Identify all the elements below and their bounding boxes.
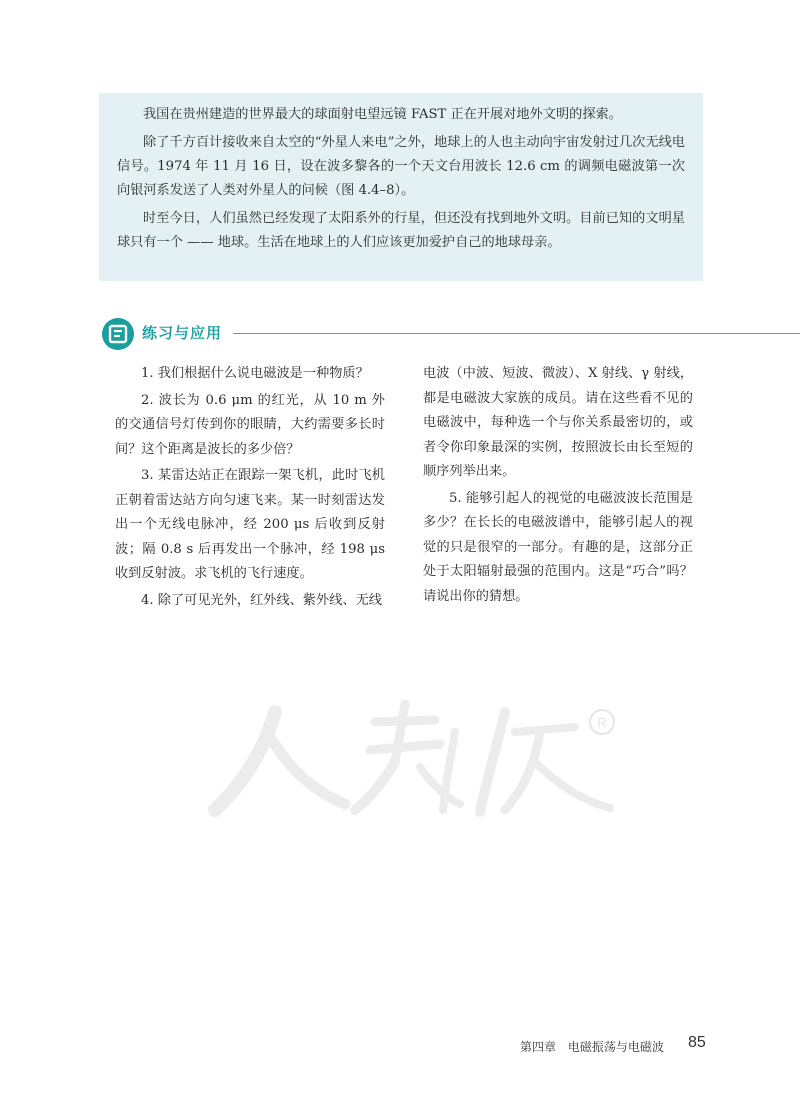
exercise-4: 4. 除了可见光外，红外线、紫外线、无线	[141, 592, 382, 608]
reading-paragraph-2: 除了千方百计接收来自太空的“外星人来电”之外，地球上的人也主动向宇宙发射过几次无线电信号。1974 年 11 月 16 日，设在波多黎各的一个天文台用波长 12.6 cm 的调频电磁波第一次向银河系发送了人类对外星人的问候（图 4.4–8）。	[117, 135, 685, 198]
exercise-column-left	[115, 362, 385, 615]
exercise-3: 3. 某雷达站正在跟踪一架飞机，此时飞机正朝着雷达站方向匀速飞来。某一时刻雷达发出一个无线电脉冲，经 200 μs 后收到反射波；隔 0.8 s 后再发出一个脉冲，经 198 μs 收到反射波。求飞机的飞行速度。	[115, 468, 385, 581]
section-header	[101, 316, 800, 352]
chapter-title: 电磁振荡与电磁波	[567, 1040, 664, 1054]
exercise-4-continued: 电波（中波、短波、微波）、X 射线、γ 射线，都是电磁波大家族的成员。请在这些看不见的电磁波中，每种选一个与你关系最密切的，或者令你印象最深的实例，按照波长由长至短的顺序列举出来。	[423, 366, 693, 479]
exercise-badge-icon	[101, 317, 135, 351]
section-divider	[233, 333, 800, 334]
publisher-watermark-logo	[205, 692, 625, 822]
section-title: 练习与应用	[142, 324, 223, 342]
reading-paragraph-1: 我国在贵州建造的世界最大的球面射电望远镜 FAST 正在开展对地外文明的探索。	[143, 107, 622, 122]
exercise-2: 2. 波长为 0.6 μm 的红光，从 10 m 外的交通信号灯传到你的眼睛，大约需要多长时间？这个距离是波长的多少倍？	[115, 392, 385, 457]
exercise-column-right	[423, 362, 693, 611]
reading-paragraph-3: 时至今日，人们虽然已经发现了太阳系外的行星，但还没有找到地外文明。目前已知的文明星球只有一个 —— 地球。生活在地球上的人们应该更加爱护自己的地球母亲。	[117, 211, 685, 250]
chapter-label: 第四章	[520, 1040, 557, 1054]
svg-text:R: R	[597, 715, 607, 730]
exercise-1: 1. 我们根据什么说电磁波是一种物质？	[141, 366, 369, 381]
exercise-5: 5. 能够引起人的视觉的电磁波波长范围是多少？在长长的电磁波谱中，能够引起人的视觉的只是很窄的一部分。有趣的是，这部分正处于太阳辐射最强的范围内。这是“巧合”吗？请说出你的猜想。	[423, 490, 693, 604]
page-number: 85	[688, 1034, 706, 1051]
reading-box	[99, 93, 703, 281]
page-footer	[520, 1038, 664, 1055]
